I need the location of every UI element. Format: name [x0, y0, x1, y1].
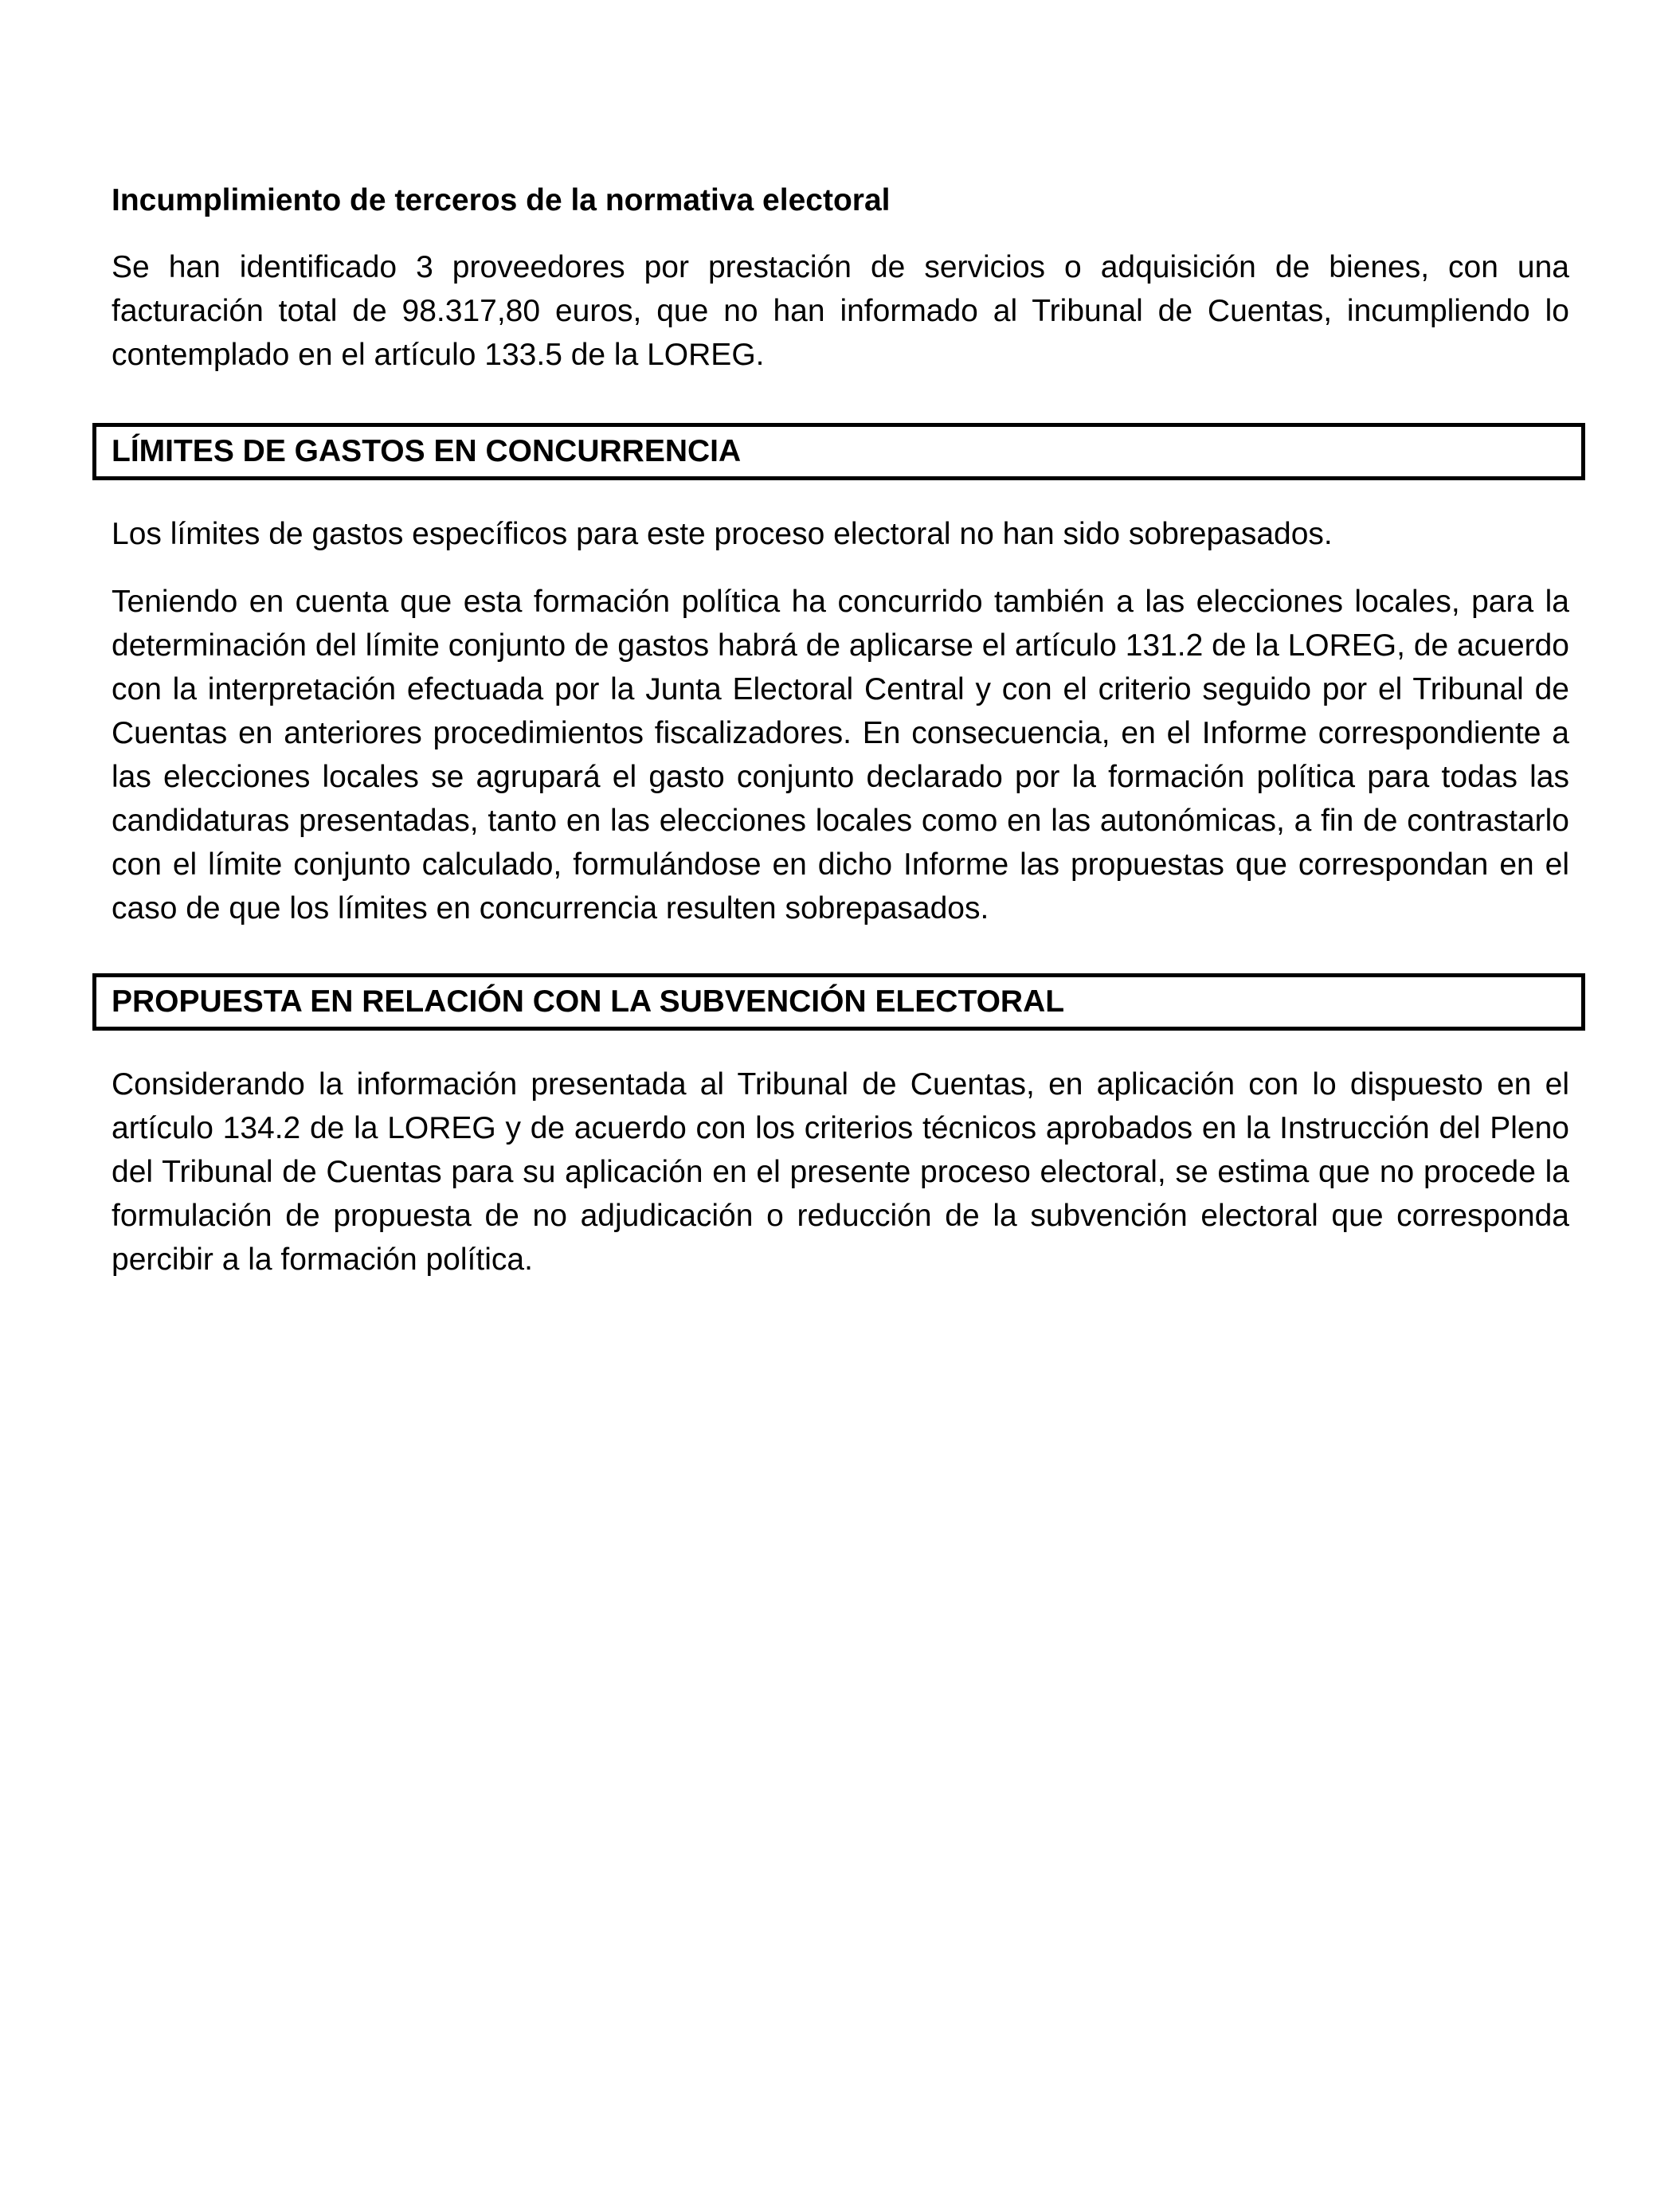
spending-limits-section-title: LÍMITES DE GASTOS EN CONCURRENCIA: [92, 423, 1585, 480]
document-body: [112, 178, 1569, 1282]
subsidy-proposal-section-title: PROPUESTA EN RELACIÓN CON LA SUBVENCIÓN ELECTORAL: [92, 973, 1585, 1031]
third-party-noncompliance-heading: Incumplimiento de terceros de la normativa electoral: [112, 183, 891, 217]
spending-limits-paragraph-2: Teniendo en cuenta que esta formación política ha concurrido también a las elecciones locales, para la determinación del límite conjunto de gastos habrá de aplicarse el artículo 131.2 de la LOREG, de acuerdo con la interpretación efectuada por la Junta Electoral Central y con el criterio seguido por el Tribunal de Cuentas en anteriores procedimientos fiscalizadores. En consecuencia, en el Informe correspondiente a las elecciones locales se agrupará el gasto conjunto declarado por la formación política para todas las candidaturas presentadas, tanto en las elecciones locales como en las autonómicas, a fin de contrastarlo con el límite conjunto calculado, formulándose en dicho Informe las propuestas que correspondan en el caso de que los límites en concurrencia resulten sobrepasados.: [112, 585, 1569, 925]
subsidy-proposal-paragraph: Considerando la información presentada al Tribunal de Cuentas, en aplicación con lo dispuesto en el artículo 134.2 de la LOREG y de acuerdo con los criterios técnicos aprobados en la Instrucción del Pleno del Tribunal de Cuentas para su aplicación en el presente proceso electoral, se estima que no procede la formulación de propuesta de no adjudicación o reducción de la subvención electoral que corresponda percibir a la formación política.: [112, 1067, 1569, 1277]
spending-limits-paragraph-1: Los límites de gastos específicos para este proceso electoral no han sido sobrepasados.: [112, 517, 1333, 551]
third-party-noncompliance-paragraph: Se han identificado 3 proveedores por prestación de servicios o adquisición de bienes, con una facturación total de 98.317,80 euros, que no han informado al Tribunal de Cuentas, incumpliendo lo contemplado en el artículo 133.5 de la LOREG.: [112, 250, 1569, 372]
